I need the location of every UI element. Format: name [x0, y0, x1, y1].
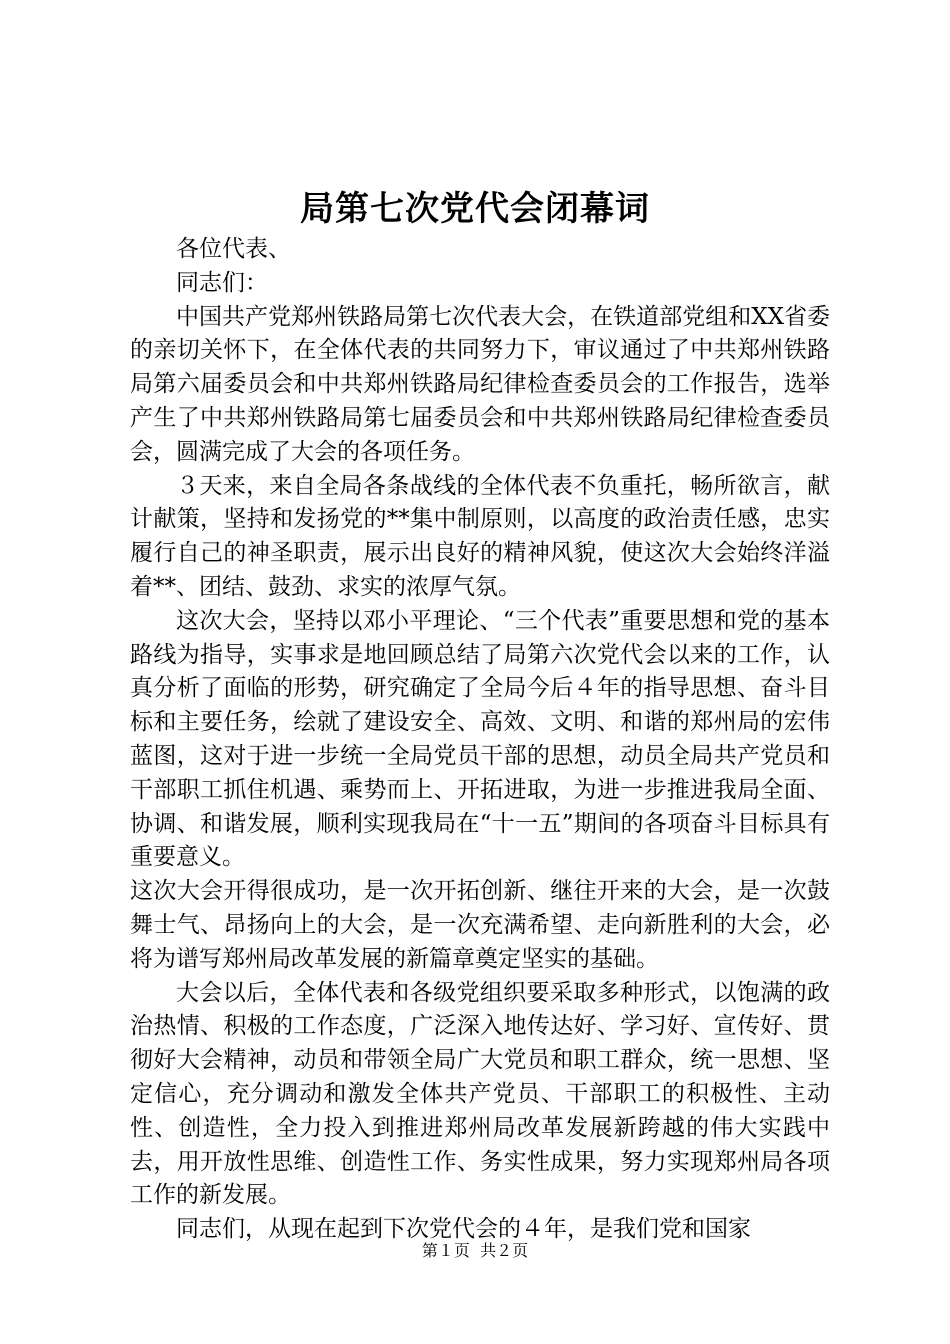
paragraph-3: 这次大会，坚持以邓小平理论、“三个代表”重要思想和党的基本路线为指导，实事求是地回顾总结了局第六次党代会以来的工作，认真分析了面临的形势，研究确定了全局今后４年的指导思想、奋斗目标和主要任务，绘就了建设安全、高效、文明、和谐的郑州局的宏伟蓝图，这对于进一步统一全局党员干部的思想，动员全局共产党员和干部职工抓住机遇、乘势而上、开拓进取，为进一步推进我局全面、协调、和谐发展，顺利实现我局在“十一五”期间的各项奋斗目标具有重要意义。: [130, 607, 830, 871]
document-body: [130, 233, 830, 1247]
paragraph-2: ３天来，来自全局各条战线的全体代表不负重托，畅所欲言，献计献策，坚持和发扬党的**集中制原则，以高度的政治责任感，忠实履行自己的神圣职责，展示出良好的精神风貌，使这次大会始终洋溢着**、团结、鼓劲、求实的浓厚气氛。: [130, 472, 830, 600]
page-footer: 第１页 共２页: [421, 1241, 529, 1260]
salutation-line-2: 同志们：: [176, 269, 268, 296]
paragraph-5: 大会以后，全体代表和各级党组织要采取多种形式，以饱满的政治热情、积极的工作态度，广泛深入地传达好、学习好、宣传好、贯彻好大会精神，动员和带领全局广大党员和职工群众，统一思想、坚定信心，充分调动和激发全体共产党员、干部职工的积极性、主动性、创造性，全力投入到推进郑州局改革发展新跨越的伟大实践中去，用开放性思维、创造性工作、务实性成果，努力实现郑州局各项工作的新发展。: [130, 979, 830, 1209]
paragraph-1: 中国共产党郑州铁路局第七次代表大会，在铁道部党组和XX省委的亲切关怀下，在全体代表的共同努力下，审议通过了中共郑州铁路局第六届委员会和中共郑州铁路局纪律检查委员会的工作报告，选举产生了中共郑州铁路局第七届委员会和中共郑州铁路局纪律检查委员会，圆满完成了大会的各项任务。: [130, 303, 830, 465]
document-title: 局第七次党代会闭幕词: [300, 189, 650, 229]
salutation-line-1: 各位代表、: [176, 236, 291, 262]
paragraph-4: 这次大会开得很成功，是一次开拓创新、继往开来的大会，是一次鼓舞士气、昂扬向上的大会，是一次充满希望、走向新胜利的大会，必将为谱写郑州局改革发展的新篇章奠定坚实的基础。: [130, 878, 830, 972]
paragraph-6: 同志们，从现在起到下次党代会的４年，是我们党和国家: [176, 1216, 751, 1243]
